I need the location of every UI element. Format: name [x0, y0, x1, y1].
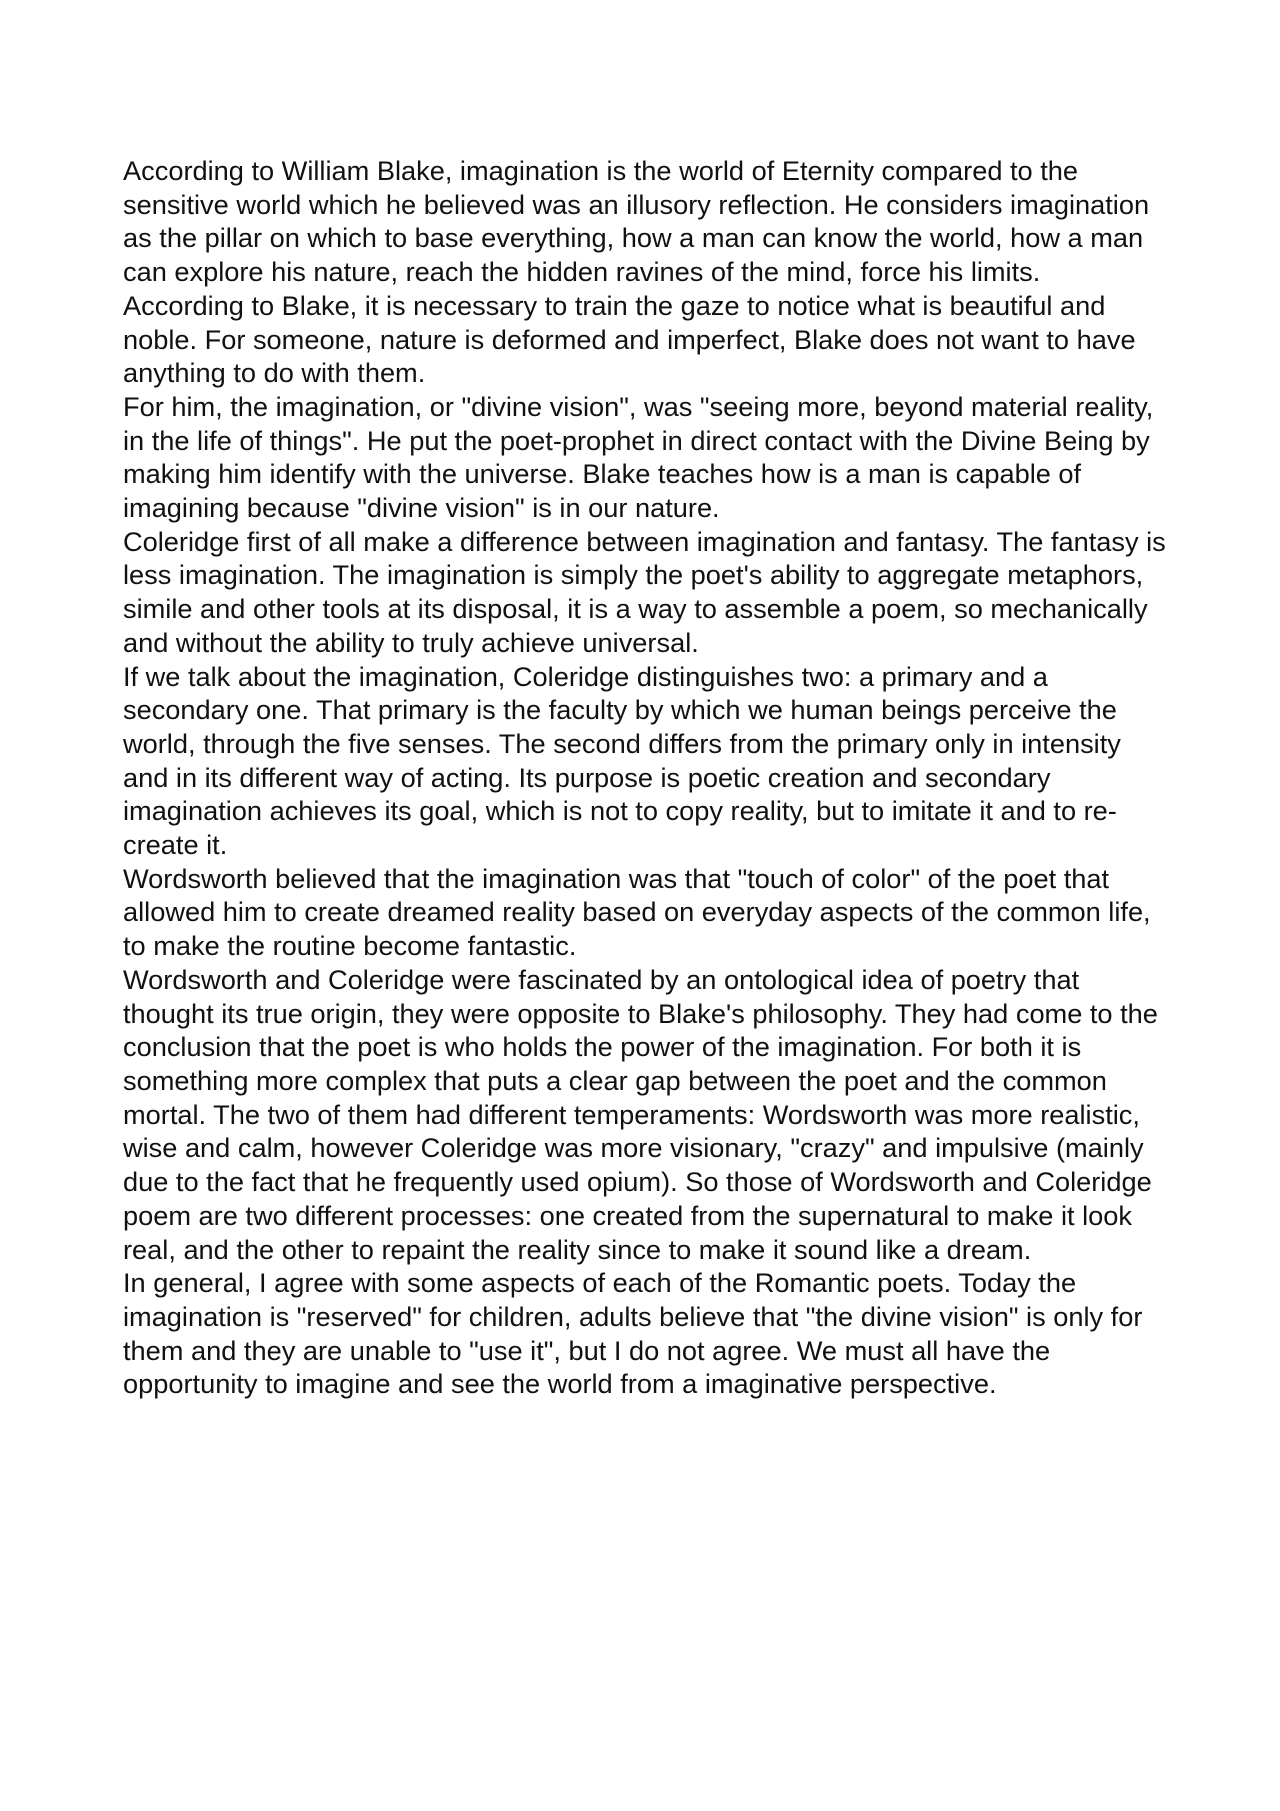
paragraph-conclusion: In general, I agree with some aspects of each of the Romantic poets. Today the imagination is "reserved" for children, adults believe that "the divine vision" is only for them and they are unable to "use it", but I do not agree. We must all have the opportunity to imagine and see the world from a imaginative perspective.: [123, 1267, 1143, 1400]
paragraph-blake-divine-vision: For him, the imagination, or "divine vision", was "seeing more, beyond material reality, in the life of things". He put the poet-prophet in direct contact with the Divine Being by making him identify with the universe. Blake teaches how is a man is capable of imagining because "divine vision" is in our nature.: [123, 390, 1154, 524]
paragraph-blake-gaze: According to Blake, it is necessary to train the gaze to notice what is beautiful and noble. For someone, nature is deformed and imperfect, Blake does not want to have anything to do with them.: [123, 289, 1136, 389]
paragraph-wordsworth-coleridge: Wordsworth and Coleridge were fascinated by an ontological idea of poetry that thought its true origin, they were opposite to Blake's philosophy. They had come to the conclusion that the poet is who holds the power of the imagination. For both it is something more complex that puts a clear gap between the poet and the common mortal. The two of them had different temperaments: Wordsworth was more realistic, wise and calm, however Coleridge was more visionary, "crazy" and impulsive (mainly due to the fact that he frequently used opium). So those of Wordsworth and Coleridge poem are two different processes: one created from the supernatural to make it look real, and the other to repaint the reality since to make it sound like a dream.: [123, 963, 1158, 1265]
paragraph-coleridge-fantasy: Coleridge first of all make a difference between imagination and fantasy. The fantasy is less imagination. The imagination is simply the poet's ability to aggregate metaphors, simile and other tools at its disposal, it is a way to assemble a poem, so mechanically and without the ability to truly achieve universal.: [123, 525, 1166, 658]
paragraph-wordsworth-color: Wordsworth believed that the imagination was that "touch of color" of the poet that allowed him to create dreamed reality based on everyday aspects of the common life, to make the routine become fantastic.: [123, 862, 1151, 962]
document-body: [123, 154, 1173, 1401]
paragraph-coleridge-primary-secondary: If we talk about the imagination, Coleridge distinguishes two: a primary and a secondary one. That primary is the faculty by which we human beings perceive the world, through the five senses. The second differs from the primary only in intensity and in its different way of acting. Its purpose is poetic creation and secondary imagination achieves its goal, which is not to copy reality, but to imitate it and to re-create it.: [123, 660, 1121, 861]
paragraph-blake-eternity: According to William Blake, imagination is the world of Eternity compared to the sensitive world which he believed was an illusory reflection. He considers imagination as the pillar on which to base everything, how a man can know the world, how a man can explore his nature, reach the hidden ravines of the mind, force his limits.: [123, 155, 1150, 288]
